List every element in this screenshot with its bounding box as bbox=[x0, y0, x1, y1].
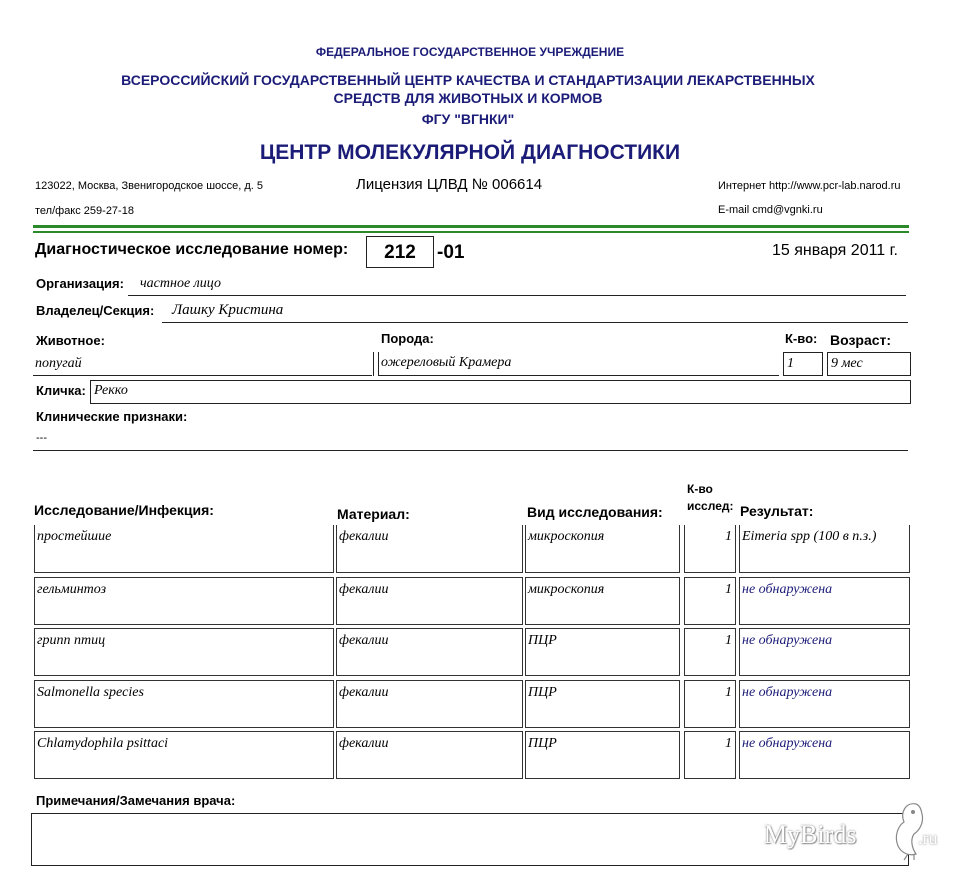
bird-logo-icon bbox=[876, 796, 936, 862]
cell-result: Eimeria spp (100 в п.з.) bbox=[739, 525, 910, 573]
th-study: Исследование/Инфекция: bbox=[34, 502, 214, 518]
age-value: 9 мес bbox=[831, 356, 863, 371]
study-label: Диагностическое исследование номер: bbox=[35, 241, 349, 258]
age-label: Возраст: bbox=[830, 332, 892, 348]
center-title: ЦЕНТР МОЛЕКУЛЯРНОЙ ДИАГНОСТИКИ bbox=[259, 141, 681, 164]
cell-count: 1 bbox=[684, 525, 736, 573]
name-label: Кличка: bbox=[36, 383, 86, 398]
header-line-1: ФЕДЕРАЛЬНОЕ ГОСУДАРСТВЕННОЕ УЧРЕЖДЕНИЕ bbox=[315, 45, 625, 59]
th-type: Вид исследования: bbox=[527, 504, 663, 520]
green-rule-bottom bbox=[33, 231, 909, 233]
th-count-2: исслед: bbox=[687, 499, 734, 513]
clinical-underline bbox=[33, 450, 908, 451]
cell-result: не обнаружена bbox=[739, 731, 910, 779]
cell-result: не обнаружена bbox=[739, 628, 910, 676]
cell-count: 1 bbox=[684, 731, 736, 779]
cell-material: фекалии bbox=[336, 577, 523, 625]
header-line-3: СРЕДСТВ ДЛЯ ЖИВОТНЫХ И КОРМОВ bbox=[333, 90, 603, 106]
cell-study: Salmonella species bbox=[34, 680, 334, 728]
qty-label: К-во: bbox=[785, 331, 818, 346]
clinical-value: --- bbox=[36, 432, 47, 444]
cell-material: фекалии bbox=[336, 731, 523, 779]
cell-material: фекалии bbox=[336, 680, 523, 728]
org-label: Организация: bbox=[36, 276, 124, 291]
internet: Интернет http://www.pcr-lab.narod.ru bbox=[718, 180, 901, 192]
th-material: Материал: bbox=[337, 506, 410, 522]
address: 123022, Москва, Звенигородское шоссе, д. 5 bbox=[35, 180, 264, 192]
cell-result: не обнаружена bbox=[739, 577, 910, 625]
qty-value: 1 bbox=[787, 356, 794, 371]
cell-material: фекалии bbox=[336, 525, 523, 573]
animal-label: Животное: bbox=[36, 333, 105, 348]
name-box bbox=[90, 380, 911, 404]
org-value: частное лицо bbox=[140, 276, 221, 291]
owner-value: Лашку Кристина bbox=[172, 302, 284, 318]
owner-label: Владелец/Секция: bbox=[36, 303, 155, 318]
cell-type: ПЦР bbox=[525, 680, 680, 728]
breed-label: Порода: bbox=[381, 331, 434, 346]
clinical-label: Клинические признаки: bbox=[36, 409, 188, 424]
study-date: 15 января 2011 г. bbox=[772, 242, 898, 259]
study-number: 212 bbox=[366, 236, 434, 268]
th-result: Результат: bbox=[740, 503, 814, 519]
cell-study: простейшие bbox=[34, 525, 334, 573]
cell-count: 1 bbox=[684, 628, 736, 676]
name-value: Рекко bbox=[94, 383, 128, 398]
cell-type: микроскопия bbox=[525, 577, 680, 625]
th-count-1: К-во bbox=[687, 482, 713, 496]
breed-value: ожереловый Крамера bbox=[381, 355, 512, 370]
cell-type: ПЦР bbox=[525, 731, 680, 779]
license: Лицензия ЦЛВД № 006614 bbox=[356, 176, 543, 193]
org-underline bbox=[128, 295, 906, 296]
cell-material: фекалии bbox=[336, 628, 523, 676]
watermark-text: MyBirds bbox=[764, 820, 857, 849]
cell-count: 1 bbox=[684, 680, 736, 728]
header-line-2: ВСЕРОССИЙСКИЙ ГОСУДАРСТВЕННЫЙ ЦЕНТР КАЧЕСТВА И СТАНДАРТИЗАЦИИ ЛЕКАРСТВЕННЫХ bbox=[121, 72, 815, 88]
study-suffix: -01 bbox=[437, 242, 465, 263]
cell-result: не обнаружена bbox=[739, 680, 910, 728]
phone: тел/факс 259-27-18 bbox=[35, 205, 134, 217]
watermark-suffix: .ru bbox=[918, 828, 938, 848]
green-rule-top bbox=[33, 225, 909, 228]
cell-type: микроскопия bbox=[525, 525, 680, 573]
header-line-4: ФГУ "ВГНКИ" bbox=[421, 111, 515, 127]
cell-type: ПЦР bbox=[525, 628, 680, 676]
cell-count: 1 bbox=[684, 577, 736, 625]
cell-study: гельминтоз bbox=[34, 577, 334, 625]
animal-underline bbox=[33, 375, 372, 376]
notes-label: Примечания/Замечания врача: bbox=[36, 793, 236, 808]
cell-study: Chlamydophila psittaci bbox=[34, 731, 334, 779]
animal-divider bbox=[373, 352, 374, 376]
owner-underline bbox=[162, 322, 908, 323]
cell-study: грипп птиц bbox=[34, 628, 334, 676]
email: E-mail cmd@vgnki.ru bbox=[718, 204, 823, 216]
animal-value: попугай bbox=[35, 356, 82, 371]
